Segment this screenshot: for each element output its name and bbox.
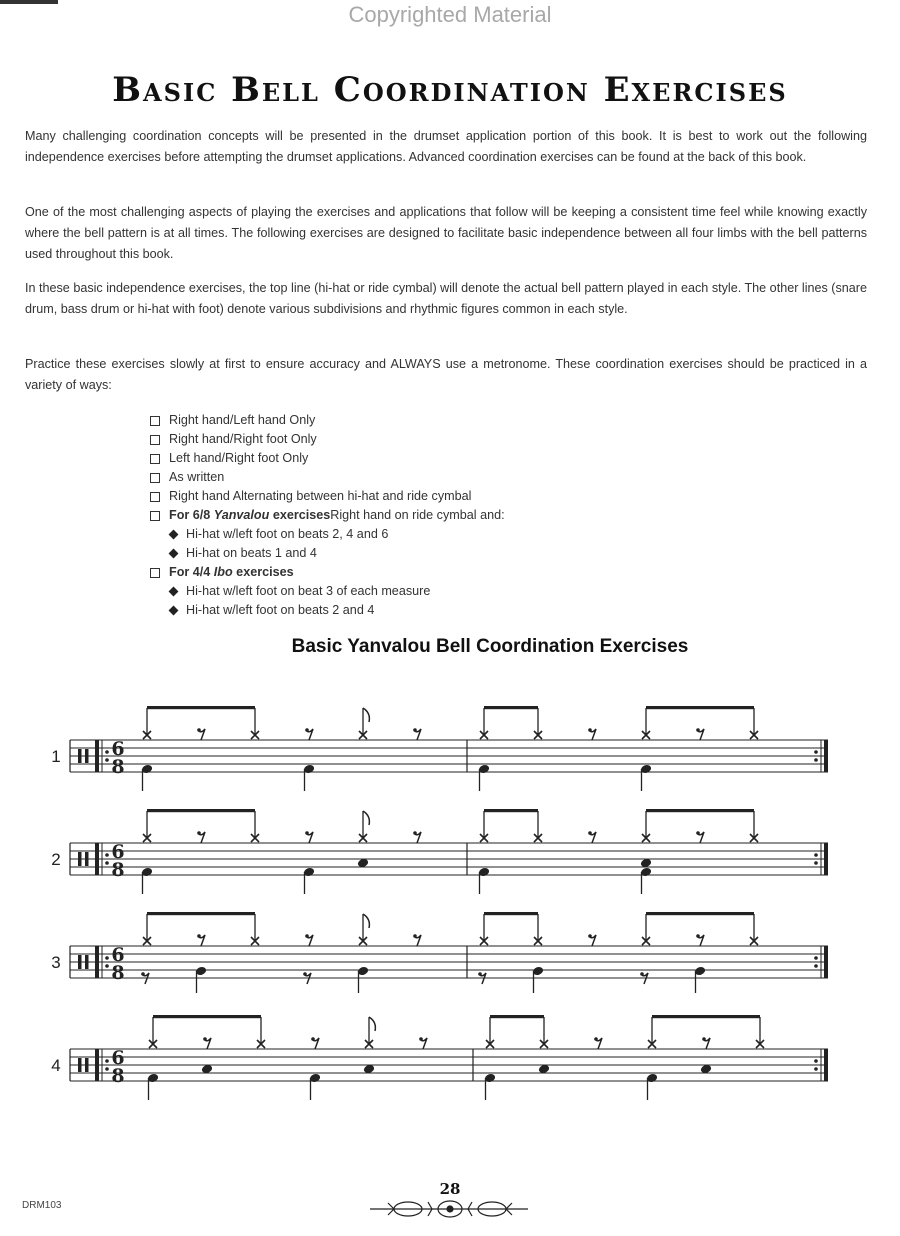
repeat-dot	[814, 1059, 818, 1063]
diamond-bullet-icon	[169, 549, 179, 559]
repeat-dot	[814, 750, 818, 754]
checklist-item: Right hand/Left hand Only	[150, 411, 505, 430]
checkbox-icon	[150, 568, 160, 578]
rest-dot	[413, 831, 417, 835]
note-flag	[363, 811, 369, 825]
repeat-dot	[105, 964, 109, 968]
note-beam	[646, 809, 754, 812]
repeat-dot	[105, 758, 109, 762]
checklist-item: As written	[150, 468, 505, 487]
percussion-clef	[85, 749, 89, 763]
repeat-dot	[105, 1059, 109, 1063]
note-beam	[484, 706, 538, 709]
repeat-dot	[105, 861, 109, 865]
percussion-clef	[85, 1058, 89, 1072]
time-signature-top: 6	[111, 944, 125, 966]
checkbox-icon	[150, 473, 160, 483]
checklist-item-ibo: For 4/4 Ibo exercises	[150, 563, 505, 582]
repeat-dot	[814, 956, 818, 960]
percussion-clef	[85, 852, 89, 866]
section-title: Basic Yanvalou Bell Coordination Exercises	[291, 636, 689, 657]
practice-paragraph: Practice these exercises slowly at first to ensure accuracy and ALWAYS use a metronome. These coordination exercises should be practiced in a variety of ways:	[25, 357, 867, 392]
rest-dot	[594, 1037, 598, 1041]
time-signature-bottom: 8	[111, 756, 125, 778]
checkbox-icon	[150, 492, 160, 502]
rest-dot	[305, 831, 309, 835]
footer-code: DRM103	[22, 1200, 62, 1211]
exercise-number: 2	[51, 850, 61, 869]
repeat-dot	[105, 1067, 109, 1071]
note-beam	[147, 809, 255, 812]
percussion-clef	[78, 955, 82, 969]
note-flag	[363, 914, 369, 928]
note-beam	[490, 1015, 544, 1018]
checkbox-icon	[150, 416, 160, 426]
ibo-sub-item: Hi-hat w/left foot on beat 3 of each measure	[150, 582, 505, 601]
repeat-dot	[814, 1067, 818, 1071]
exercise-number: 3	[51, 953, 61, 972]
time-signature-top: 6	[111, 841, 125, 863]
rest-dot	[197, 728, 201, 732]
repeat-dot	[105, 853, 109, 857]
checkbox-icon	[150, 454, 160, 464]
note-beam	[652, 1015, 760, 1018]
note-beam	[153, 1015, 261, 1018]
rest-dot	[203, 1037, 207, 1041]
exercise-number: 1	[51, 747, 61, 766]
rest-dot	[588, 831, 592, 835]
intro-paragraph: Many challenging coordination concepts will be presented in the drumset application portion of this book. It is best to work out the following independence exercises before attempting the drumset applications. Advanced coordination exercises can be found at the back of this book.	[25, 129, 867, 164]
note-flag	[369, 1017, 375, 1031]
checklist-item: Right hand Alternating between hi-hat and ride cymbal	[150, 487, 505, 506]
time-signature-bottom: 8	[111, 962, 125, 984]
checklist-item: Right hand/Right foot Only	[150, 430, 505, 449]
rest-dot	[640, 972, 644, 976]
rest-dot	[197, 831, 201, 835]
copyright-watermark: Copyrighted Material	[348, 2, 552, 27]
consistency-paragraph: One of the most challenging aspects of playing the exercises and applications that follow will be keeping a consistent time feel while knowing exactly where the bell pattern is at all times. The following exercises are designed to facilitate basic independence between all four limbs with the bell patterns used throughout this book.	[25, 205, 867, 261]
footer-ornament	[368, 1198, 532, 1220]
repeat-barline	[95, 1049, 99, 1081]
rest-dot	[588, 934, 592, 938]
rest-dot	[197, 934, 201, 938]
repeat-dot	[105, 956, 109, 960]
ibo-sub-item: Hi-hat w/left foot on beats 2 and 4	[150, 601, 505, 620]
time-signature-bottom: 8	[111, 859, 125, 881]
repeat-dot	[814, 853, 818, 857]
rest-dot	[696, 831, 700, 835]
rest-dot	[702, 1037, 706, 1041]
rest-dot	[303, 972, 307, 976]
note-beam	[484, 809, 538, 812]
repeat-barline	[95, 843, 99, 875]
rest-dot	[419, 1037, 423, 1041]
rest-dot	[413, 934, 417, 938]
rest-dot	[413, 728, 417, 732]
percussion-clef	[78, 1058, 82, 1072]
drum-notation-score	[0, 690, 900, 1130]
time-signature-bottom: 8	[111, 1065, 125, 1087]
repeat-barline	[95, 740, 99, 772]
independence-paragraph: In these basic independence exercises, the top line (hi-hat or ride cymbal) will denote the actual bell pattern played in each style. The other lines (snare drum, bass drum or hi-hat with foot) denote various subdivisions and rhythmic figures common in each style.	[25, 281, 867, 316]
page-number: 28	[439, 1180, 461, 1198]
rest-dot	[141, 972, 145, 976]
percussion-clef	[85, 955, 89, 969]
percussion-clef	[78, 749, 82, 763]
diamond-bullet-icon	[169, 606, 179, 616]
rest-dot	[305, 934, 309, 938]
yanvalou-sub-item: Hi-hat w/left foot on beats 2, 4 and 6	[150, 525, 505, 544]
exercise-number: 4	[51, 1056, 61, 1075]
note-beam	[646, 706, 754, 709]
repeat-barline	[95, 946, 99, 978]
percussion-clef	[78, 852, 82, 866]
repeat-dot	[814, 964, 818, 968]
rest-dot	[311, 1037, 315, 1041]
checkbox-icon	[150, 511, 160, 521]
repeat-barline	[824, 740, 828, 772]
rest-dot	[305, 728, 309, 732]
repeat-barline	[824, 946, 828, 978]
practice-checklist	[150, 411, 505, 620]
rest-dot	[696, 728, 700, 732]
note-beam	[147, 912, 255, 915]
rest-dot	[478, 972, 482, 976]
checklist-item-yanvalou: For 6/8 Yanvalou exercises Right hand on ride cymbal and:	[150, 506, 505, 525]
note-beam	[646, 912, 754, 915]
rest-dot	[588, 728, 592, 732]
checkbox-icon	[150, 435, 160, 445]
repeat-barline	[824, 843, 828, 875]
time-signature-top: 6	[111, 1047, 125, 1069]
note-beam	[484, 912, 538, 915]
time-signature-top: 6	[111, 738, 125, 760]
checklist-item: Left hand/Right foot Only	[150, 449, 505, 468]
note-beam	[147, 706, 255, 709]
rest-dot	[696, 934, 700, 938]
diamond-bullet-icon	[169, 587, 179, 597]
diamond-bullet-icon	[169, 530, 179, 540]
page-title: Basic Bell Coordination Exercises	[112, 70, 788, 110]
repeat-barline	[824, 1049, 828, 1081]
repeat-dot	[814, 758, 818, 762]
repeat-dot	[814, 861, 818, 865]
repeat-dot	[105, 750, 109, 754]
yanvalou-sub-item: Hi-hat on beats 1 and 4	[150, 544, 505, 563]
note-flag	[363, 708, 369, 722]
